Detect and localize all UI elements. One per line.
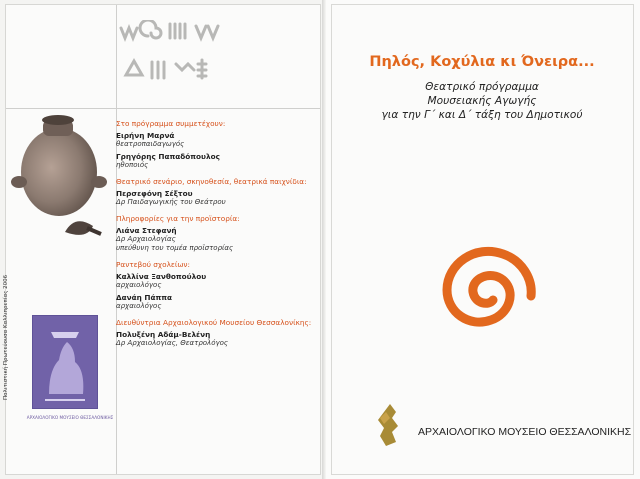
credit-header: Ραντεβού σχολείων: bbox=[116, 260, 190, 269]
credit-role: Δρ Παιδαγωγικής του Θεάτρου bbox=[116, 198, 226, 206]
credit-role: ηθοποιός bbox=[116, 161, 149, 169]
poster-caption: ΑΡΧΑΙΟΛΟΓΙΚΟ ΜΟΥΣΕΙΟ ΘΕΣΣΑΛΟΝΙΚΗΣ bbox=[26, 415, 114, 420]
credit-role: αρχαιολόγος bbox=[116, 302, 162, 310]
credit-role: αρχαιολόγος bbox=[116, 281, 162, 289]
credit-header: Πληροφορίες για την προϊστορία: bbox=[116, 214, 240, 223]
vertical-caption: Πολιτιστική Πρωτεύουσα Καλλιπρεπίας 2006 bbox=[3, 274, 9, 400]
program-title: Πηλός, Κοχύλια κι Όνειρα... bbox=[369, 54, 595, 70]
glyph-symbols bbox=[116, 20, 226, 90]
credit-role: Δρ Αρχαιολογίας bbox=[116, 235, 176, 243]
clay-jar-image bbox=[5, 100, 115, 270]
credit-role: θεατροπαιδαγωγός bbox=[116, 140, 185, 148]
credit-name: Δανάη Πάππα bbox=[116, 293, 173, 302]
subtitle-line: για την Γ΄ και Δ΄ τάξη του Δημοτικού bbox=[381, 109, 583, 121]
credits-list bbox=[116, 112, 316, 348]
credit-name: Περσεφόνη Σέξτου bbox=[116, 189, 193, 198]
subtitle-line: Θεατρικό πρόγραμμα bbox=[425, 81, 539, 93]
credit-header: Θεατρικό σενάριο, σκηνοθεσία, θεατρικά παιχνίδια: bbox=[116, 177, 307, 186]
credit-name: Ειρήνη Μαρνά bbox=[116, 131, 175, 140]
credit-name: Λιάνα Στεφανή bbox=[116, 226, 177, 235]
subtitle-line: Μουσειακής Αγωγής bbox=[427, 95, 537, 107]
spiral-shell-icon bbox=[427, 238, 547, 358]
credit-role: Δρ Αρχαιολογίας, Θεατρολόγος bbox=[116, 339, 229, 347]
museum-poster bbox=[32, 315, 98, 409]
credit-role: υπεύθυνη του τομέα προϊστορίας bbox=[116, 244, 234, 252]
museum-logo-icon bbox=[370, 400, 410, 450]
credit-header: Διευθύντρια Αρχαιολογικού Μουσείου Θεσσαλονίκης: bbox=[116, 318, 312, 327]
credit-name: Γρηγόρης Παπαδόπουλος bbox=[116, 152, 220, 161]
museum-name: ΑΡΧΑΙΟΛΟΓΙΚΟ ΜΟΥΣΕΙΟ ΘΕΣΣΑΛΟΝΙΚΗΣ bbox=[418, 426, 632, 438]
credit-header: Στο πρόγραμμα συμμετέχουν: bbox=[116, 119, 226, 128]
program-subtitle bbox=[332, 80, 632, 122]
credit-name: Πολυξένη Αδάμ-Βελένη bbox=[116, 330, 211, 339]
credit-name: Καλλίνα Ξανθοπούλου bbox=[116, 272, 207, 281]
poster-figure bbox=[33, 316, 97, 408]
